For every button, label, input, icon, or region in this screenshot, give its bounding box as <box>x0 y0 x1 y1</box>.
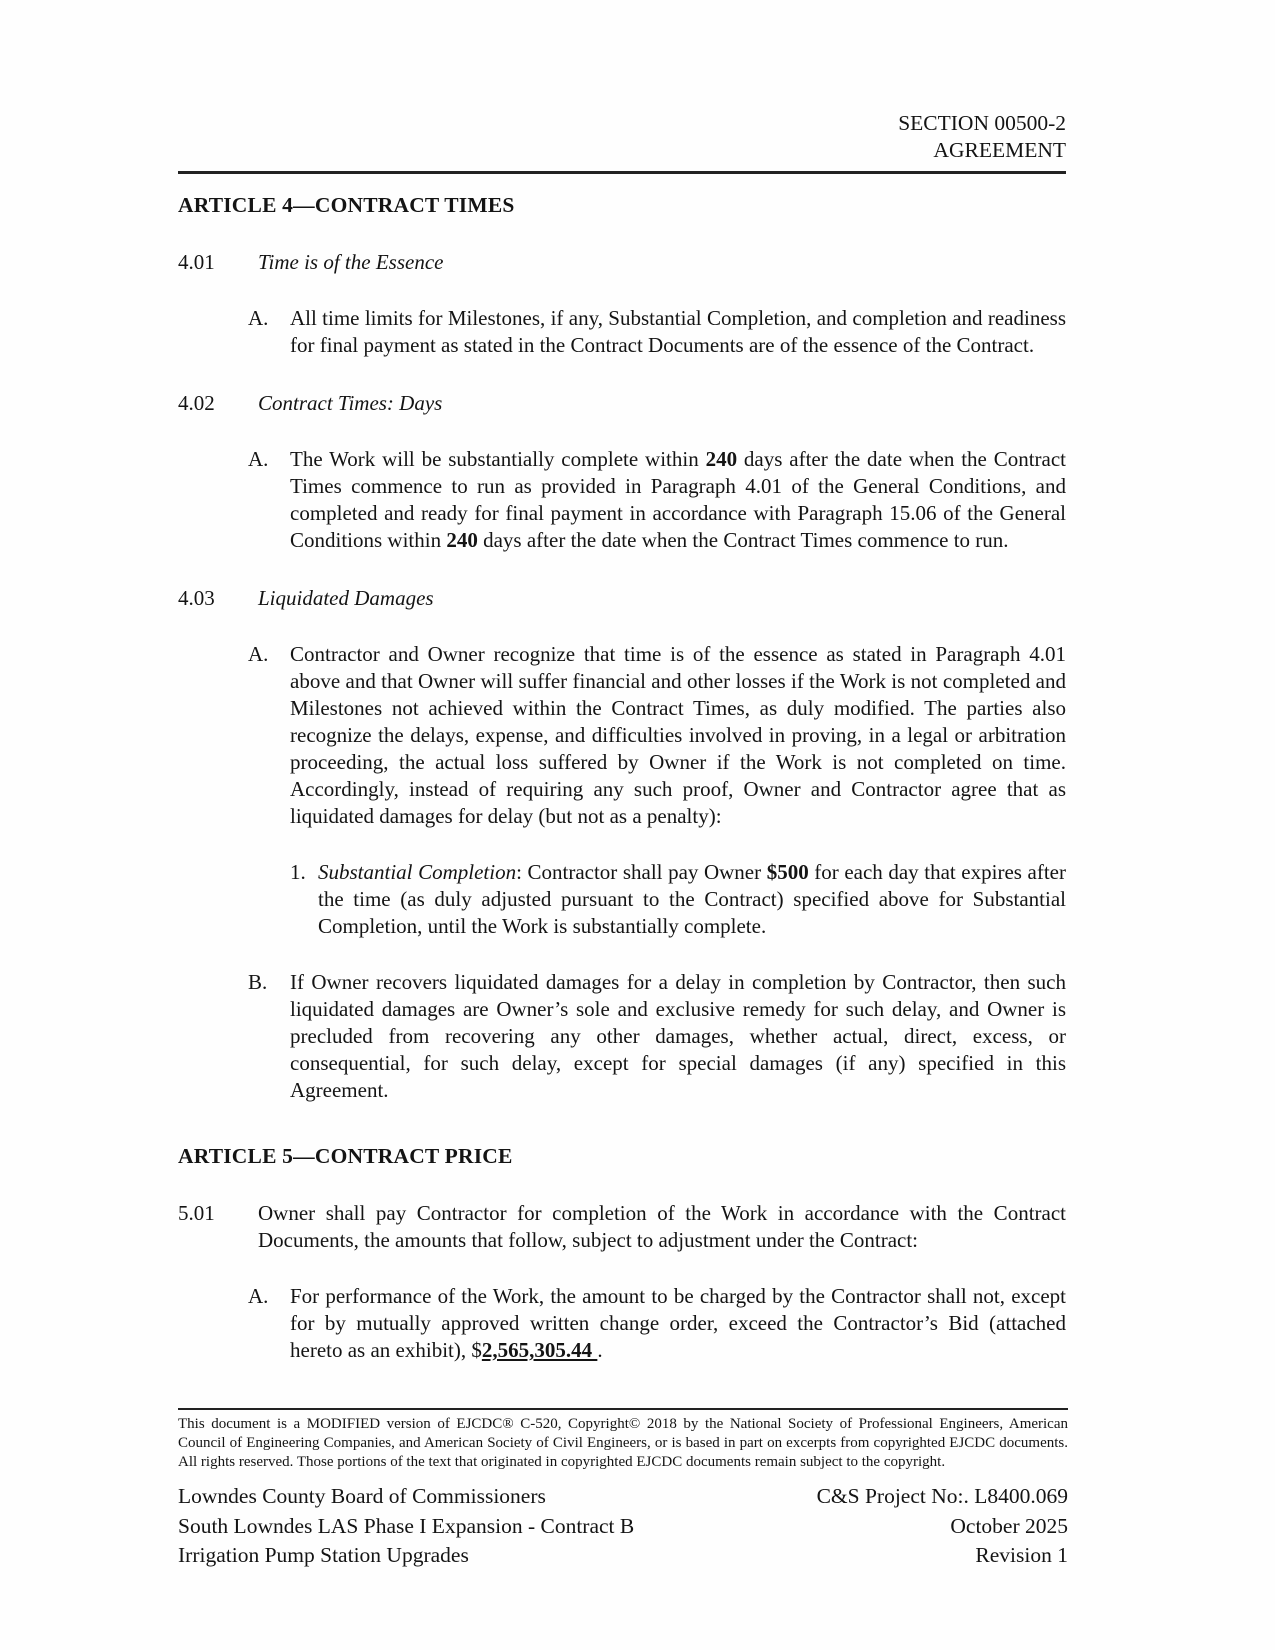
section-number: 5.01 <box>178 1201 215 1225</box>
copyright-footnote: This document is a MODIFIED version of EJCDC® C-520, Copyright© 2018 by the National Society of Professional Engineers, American Council of Engineering Companies, and American Society of Civil Engineers, or is based in part on excerpts from copyrighted EJCDC documents. All rights reserved. Those portions of the text that originated in copyrighted EJCDC documents remain subject to the copyright. <box>178 1416 1068 1470</box>
header-document-type: AGREEMENT <box>933 138 1066 162</box>
paragraph-label: A. <box>248 642 269 666</box>
footer-right-column <box>817 1482 1068 1571</box>
article-4-title: ARTICLE 4—CONTRACT TIMES <box>178 193 515 217</box>
header-section-number: SECTION 00500-2 <box>898 111 1066 135</box>
paragraph-4-03-A <box>248 641 1066 830</box>
paragraph-label: A. <box>248 447 269 471</box>
section-number: 4.03 <box>178 586 215 610</box>
section-heading: Time is of the Essence <box>258 250 444 274</box>
footer-left-column <box>178 1482 634 1571</box>
footnote-rule <box>178 1408 1068 1410</box>
paragraph-text: If Owner recovers liquidated damages for a delay in completion by Contractor, then such liquidated damages are Owner’s sole and exclusive remedy for such delay, and Owner is precluded from recovering any other damages, whether actual, direct, excess, or consequential, for such delay, except for special damages (if any) specified in this Agreement. <box>290 970 1066 1102</box>
paragraph-text <box>290 1283 1066 1364</box>
page-footer-area <box>178 1400 1068 1571</box>
text-segment: days after the date when the Contract Times commence to run as provided in Paragraph 4.01 of the General Conditions, and completed and ready for final payment in accordance with Paragraph 15.06 of the General Conditions within <box>290 447 1067 552</box>
bold-contract-days: 240 <box>446 528 478 552</box>
footer-revision: Revision 1 <box>975 1543 1068 1567</box>
italic-term: Substantial Completion <box>318 860 517 884</box>
text-segment: for each day that expires after the time (as duly adjusted pursuant to the Contract) specified above for Substantial Completion, until the Work is substantially complete. <box>318 860 1066 938</box>
text-segment: For performance of the Work, the amount to be charged by the Contractor shall not, except for by mutually approved written change order, exceed the Contractor’s Bid (attached hereto as an exhibit), $ <box>290 1284 1066 1362</box>
subitem-4-03-A-1 <box>290 859 1066 940</box>
section-heading: Contract Times: Days <box>258 391 443 415</box>
paragraph-text <box>290 446 1066 554</box>
footer-project-name: South Lowndes LAS Phase I Expansion - Contract B <box>178 1513 635 1538</box>
bold-contract-price: 2,565,305.44 <box>481 1338 598 1362</box>
paragraph-4-03-B <box>248 969 1066 1104</box>
paragraph-label: A. <box>248 1284 269 1308</box>
section-number: 4.01 <box>178 250 215 274</box>
section-number: 4.02 <box>178 391 215 415</box>
paragraph-text: Contractor and Owner recognize that time is of the essence as stated in Paragraph 4.01 above and that Owner will suffer financial and other losses if the Work is not completed and Milestones not achieved within the Contract Times, as duly modified. The parties also recognize the delays, expense, and difficulties involved in proving, in a legal or arbitration proceeding, the actual loss suffered by Owner if the Work is not completed on time. Accordingly, instead of requiring any such proof, Owner and Contractor agree that as liquidated damages for delay (but not as a penalty): <box>290 642 1066 828</box>
footer <box>178 1482 1068 1571</box>
footer-project-number: C&S Project No:. L8400.069 <box>816 1484 1068 1508</box>
paragraph-4-01-A <box>248 305 1066 359</box>
text-segment: . <box>597 1338 603 1362</box>
footer-organization: Lowndes County Board of Commissioners <box>178 1484 546 1508</box>
page-header <box>178 110 1066 164</box>
section-4-02-heading-row <box>178 390 1066 417</box>
text-segment: The Work will be substantially complete within <box>290 447 706 471</box>
paragraph-5-01-A <box>248 1283 1066 1364</box>
subitem-text <box>318 859 1066 940</box>
footer-date: October 2025 <box>950 1513 1068 1538</box>
paragraph-4-02-A <box>248 446 1066 554</box>
footer-project-subtitle: Irrigation Pump Station Upgrades <box>178 1543 469 1567</box>
section-5-01-row <box>178 1200 1066 1254</box>
section-4-01-heading-row <box>178 249 1066 276</box>
text-segment: : Contractor shall pay Owner <box>516 860 767 884</box>
page-content <box>178 110 1066 1364</box>
article-5-title: ARTICLE 5—CONTRACT PRICE <box>178 1144 513 1168</box>
paragraph-text: All time limits for Milestones, if any, Substantial Completion, and completion and readiness for final payment as stated in the Contract Documents are of the essence of the Contract. <box>290 306 1066 357</box>
bold-contract-days: 240 <box>705 447 738 471</box>
bold-daily-amount: $500 <box>766 860 809 884</box>
text-segment: days after the date when the Contract Times commence to run. <box>477 528 1009 552</box>
section-text: Owner shall pay Contractor for completion of the Work in accordance with the Contract Documents, the amounts that follow, subject to adjustment under the Contract: <box>258 1201 1066 1252</box>
paragraph-label: A. <box>248 306 269 330</box>
section-heading: Liquidated Damages <box>258 586 434 610</box>
paragraph-label: B. <box>248 970 268 994</box>
section-4-03-heading-row <box>178 585 1066 612</box>
subitem-label: 1. <box>290 860 306 884</box>
header-rule <box>178 171 1066 174</box>
